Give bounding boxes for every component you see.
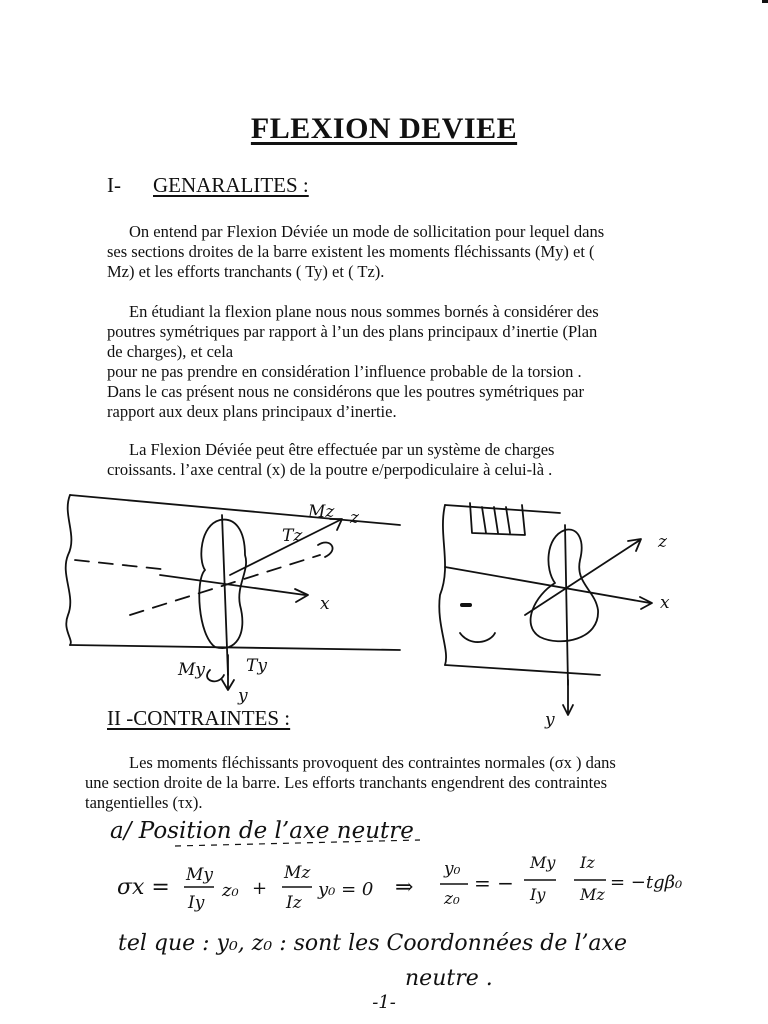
text-line: rapport aux deux plans principaux d’inertie. bbox=[107, 402, 397, 421]
eq-term: z₀ bbox=[222, 880, 239, 901]
text-line: une section droite de la barre. Les efforts tranchants engendrent des contraintes bbox=[85, 773, 607, 792]
document-title: FLEXION DEVIEE bbox=[250, 112, 518, 145]
fraction-den: Iz bbox=[286, 893, 302, 913]
x-label: x bbox=[660, 593, 670, 613]
beam-section-sketch bbox=[0, 475, 768, 735]
text-line: ses sections droites de la barre existent les moments fléchissants (My) et ( bbox=[107, 242, 595, 261]
eq-term: = − bbox=[474, 871, 514, 895]
section-heading-generalites bbox=[107, 173, 309, 198]
my-label: My bbox=[178, 660, 206, 680]
handwritten-line: neutre . bbox=[405, 966, 493, 991]
section-title: GENARALITES : bbox=[153, 173, 309, 197]
handwritten-line: tel que : y₀, z₀ : sont les Coordonnées de l’axe bbox=[118, 931, 627, 956]
text-line: Les moments fléchissants provoquent des contraintes normales (σx ) dans bbox=[129, 753, 616, 772]
fraction-num: y₀ bbox=[444, 859, 461, 879]
section-heading-contraintes bbox=[107, 706, 290, 731]
x-axis-arrow bbox=[160, 575, 305, 595]
text-line: Dans le cas présent nous ne considérons que les poutres symétriques par bbox=[107, 382, 585, 401]
fraction-num: Iz bbox=[580, 853, 595, 872]
y-axis-arrow bbox=[222, 655, 234, 690]
sigma-x: σx = bbox=[117, 875, 170, 900]
eq-term: y₀ = 0 bbox=[318, 879, 374, 900]
paragraph-definition bbox=[107, 222, 604, 282]
y-label: y bbox=[545, 710, 555, 730]
beam-break-line bbox=[66, 495, 72, 645]
moment-arc bbox=[207, 670, 224, 681]
z-label: z bbox=[350, 508, 359, 528]
text-line: On entend par Flexion Déviée un mode de sollicitation pour lequel dans bbox=[129, 222, 605, 241]
y-label: y bbox=[238, 686, 248, 706]
arrowhead bbox=[295, 589, 308, 602]
page-number: -1- bbox=[372, 992, 396, 1013]
beam-break-line bbox=[439, 505, 446, 665]
z-axis-arrow bbox=[525, 539, 641, 615]
handwritten-notes bbox=[0, 800, 768, 1000]
neutral-axis-dashed bbox=[75, 555, 320, 615]
eq-plus: + bbox=[252, 878, 268, 899]
scan-mark bbox=[762, 0, 768, 3]
fraction-den: Iy bbox=[530, 885, 546, 904]
fraction-den: Mz bbox=[580, 885, 605, 904]
x-label: x bbox=[320, 594, 330, 614]
fraction-num: My bbox=[186, 865, 214, 885]
handwritten-subtitle: a/ Position de l’axe neutre bbox=[110, 818, 414, 844]
text-line: de charges), et cela bbox=[107, 342, 234, 361]
fraction-num: Mz bbox=[284, 863, 311, 883]
text-line: tangentielles (τx). bbox=[85, 793, 203, 812]
fraction-num: My bbox=[530, 853, 556, 872]
paragraph-symmetry bbox=[107, 302, 599, 422]
ty-label: Ty bbox=[246, 656, 267, 676]
eq-implies: ⇒ bbox=[395, 875, 414, 900]
mz-label: Mz bbox=[308, 502, 335, 522]
text-line: La Flexion Déviée peut être effectuée par un système de charges bbox=[129, 440, 555, 459]
fraction-den: Iy bbox=[188, 893, 205, 913]
text-line: croissants. l’axe central (x) de la poutre e/perpodiculaire à celui-là . bbox=[107, 460, 553, 479]
eq-term: = −tgβ₀ bbox=[610, 872, 683, 893]
section-number: I- bbox=[107, 173, 121, 197]
vertical-axis bbox=[565, 525, 568, 685]
vertical-axis bbox=[222, 515, 228, 675]
text-line: Mz) et les efforts tranchants ( Ty) et ( Tz). bbox=[107, 262, 385, 281]
section-title: II -CONTRAINTES : bbox=[107, 706, 291, 730]
cross-section-outline bbox=[531, 530, 599, 642]
text-line: En étudiant la flexion plane nous nous sommes bornés à considérer des bbox=[129, 302, 599, 321]
reaction-arrows bbox=[460, 633, 495, 642]
text-line: pour ne pas prendre en considération l’influence probable de la torsion . bbox=[107, 362, 582, 381]
fraction-den: z₀ bbox=[444, 889, 460, 909]
load-arrows bbox=[482, 507, 510, 533]
z-label: z bbox=[658, 532, 667, 552]
paragraph-loading bbox=[107, 440, 554, 480]
y-axis-arrow bbox=[563, 680, 573, 715]
text-line: poutres symétriques par rapport à l’un des plans principaux d’inertie (Plan bbox=[107, 322, 598, 341]
tz-label: Tz bbox=[282, 526, 303, 546]
